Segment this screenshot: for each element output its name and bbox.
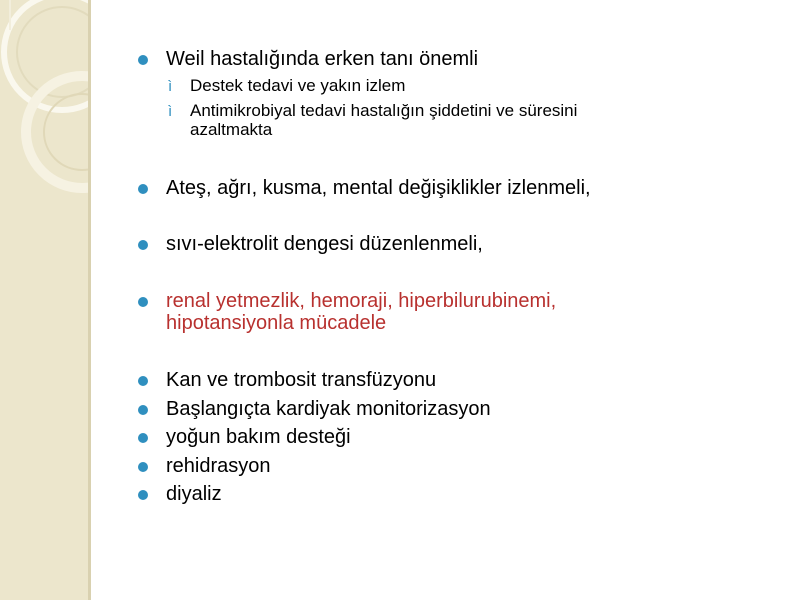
bullet-item-highlighted [138,290,758,338]
bullet-item [138,233,758,257]
bullet-text: yoğun bakım desteği [166,426,351,448]
sub-bullet-marker-icon: ì [168,78,173,95]
sub-bullet-text: Antimikrobiyal tedavi hastalığın şiddetini ve süresini [190,101,578,120]
bullet-dot-icon [138,55,148,65]
sub-bullet-item [138,77,758,97]
bullet-text: sıvı-elektrolit dengesi düzenlenmeli, [166,233,483,255]
bullet-text: Başlangıçta kardiyak monitorizasyon [166,398,491,420]
decorative-side-panel [0,0,88,600]
bullet-text: diyaliz [166,483,222,505]
bullet-dot-icon [138,240,148,250]
bullet-text: rehidrasyon [166,455,271,477]
bullet-text-continued: hipotansiyonla mücadele [166,312,387,334]
bullet-text: Weil hastalığında erken tanı önemli [166,48,479,70]
bullet-dot-icon [138,405,148,415]
bullet-dot-icon [138,376,148,386]
sub-bullet-text-continued: azaltmakta [190,120,273,139]
bullet-item [138,48,758,72]
bullet-item [138,369,758,393]
bullet-text: Ateş, ağrı, kusma, mental değişiklikler izlenmeli, [166,177,591,199]
bullet-item [138,483,758,507]
sub-bullet-text: Destek tedavi ve yakın izlem [190,76,406,95]
bullet-dot-icon [138,297,148,307]
decorative-circles [0,0,88,600]
bullet-text: Kan ve trombosit transfüzyonu [166,369,437,391]
bullet-dot-icon [138,462,148,472]
bullet-text: renal yetmezlik, hemoraji, hiperbilurubinemi, [166,290,557,312]
side-panel-edge [88,0,91,600]
bullet-dot-icon [138,184,148,194]
bullet-item [138,426,758,450]
sub-bullet-marker-icon: ì [168,103,173,120]
bullet-dot-icon [138,433,148,443]
sub-bullet-item [138,102,758,142]
bullet-item [138,177,758,201]
bullet-dot-icon [138,490,148,500]
bullet-item [138,455,758,479]
bullet-item [138,398,758,422]
